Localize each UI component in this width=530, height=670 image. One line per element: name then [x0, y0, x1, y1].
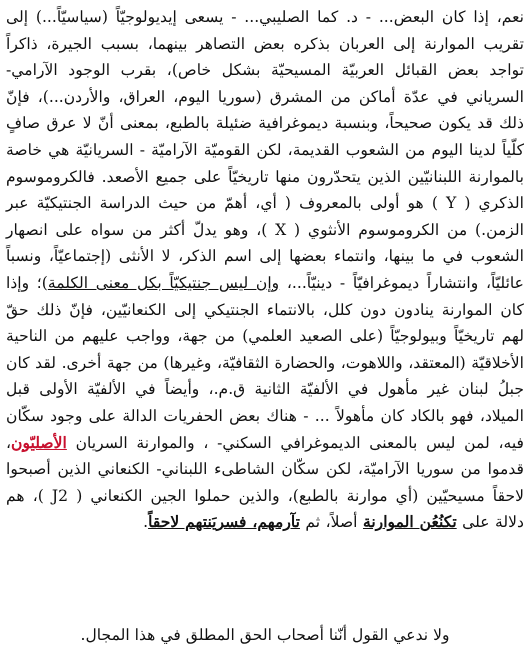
paragraph-text-1: نعم، إذا كان البعض... - د. كما الصليبي... - يسعى إيديولوجيّاً (سياسيّاً...) إلى تقريب الموارنة إلى العربان بذكره بعض التصاهر بينهما، بسبب الجيرة، ذاكراً تواجد بعض القبائل العربيّة المسيحيّة بشكل خاص)، بقرب الوجود الآرامي- السرياني في عدّة أماكن من المشرق (سوريا اليوم، العراق، والأردن...)، فإنّ ذلك قد يكون صحيحاً، وبنسبة ديموغرافية ضئيلة بالطبع، بمعنى أنّ لا عرق صافٍ كلّياً لدينا اليوم من الشعوب القديمة، لكن القوميّة الآراميّة - السريانيّة هي خاصة بالموارنة اللبنانيّين الذين يتحدّرون منها تاريخيّاً على جميع الأصعد. فالكروموسوم الذكري ( Y ) هو أولى بالمعروف ( أي، أهمّ من حيث الدراسة الجنتيكيّة عبر الزمن.) من الكروموسوم الأنثوي ( X )، وهو يدلّ أكثر من سواه على انصهار الشعوب في ما بينها، وانتماء بعضها إلى اسم الذكر، لا الأنثى (إجتماعيّاً، ونسباً عائليّاً، وانتشاراً ديموغرافيّاً - دينيّاً...، — [6, 8, 524, 292]
document-page — [6, 4, 524, 536]
paragraph-text-2: )؛ وإذا كان الموارنة ينادون دون كلل، بالانتماء الجنتيكي إلى الكنعانيّين، فإنّ ذلك حقّ لهم تاريخيّاً وبيولوجيّاً (على الصعيد العلمي) من جهة، وواجب عليهم من الناحية الأخلاقيّة (المعتقد، واللاهوت، والحضارة الثقافيّة، وغيرها) من جهة أخرى. لقد كان جبلُ لبنان غير مأهول في الألفيّة الثانية ق.م.، وأيضاً في الألفيّة الأولى قبل الميلاد، فهو بالكاد كان مأهولاً ... - هناك بعض الحفريات الدالة على وجود سكّان فيه، لمن ليس بالمعنى الديموغرافي السكني- ، والموارنة السريان — [6, 273, 524, 452]
red-highlighted-word: الأصليّون — [11, 432, 67, 452]
paragraph-text-4: أصلاً، ثم — [299, 513, 363, 532]
main-paragraph — [6, 4, 524, 536]
closing-sentence: ولا ندعي القول أنّنا أصحاب الحق المطلق في هذا المجال. — [80, 626, 450, 644]
underlined-phrase: وإن ليس جنتيكيّاً بكل معنى الكلمة — [47, 273, 280, 292]
bold-phrase-aramaization: تآرمهم، فسريَنتهم لاحقاً — [148, 512, 300, 532]
bold-phrase-canaanization: تكنُعُن الموارنة — [362, 512, 457, 532]
paragraph-text-end: . — [143, 513, 149, 532]
paragraph-text-3: ، قدموا من سوريا الآراميّة، لكن سكّان الشاطىء اللبناني- الكنعاني الذين أصبحوا لاحقاً مسيحيّين (أي موارنة بالطبع)، والذين حملوا الجين الكنعاني ( J2 )، هم دلالة على — [6, 433, 524, 532]
